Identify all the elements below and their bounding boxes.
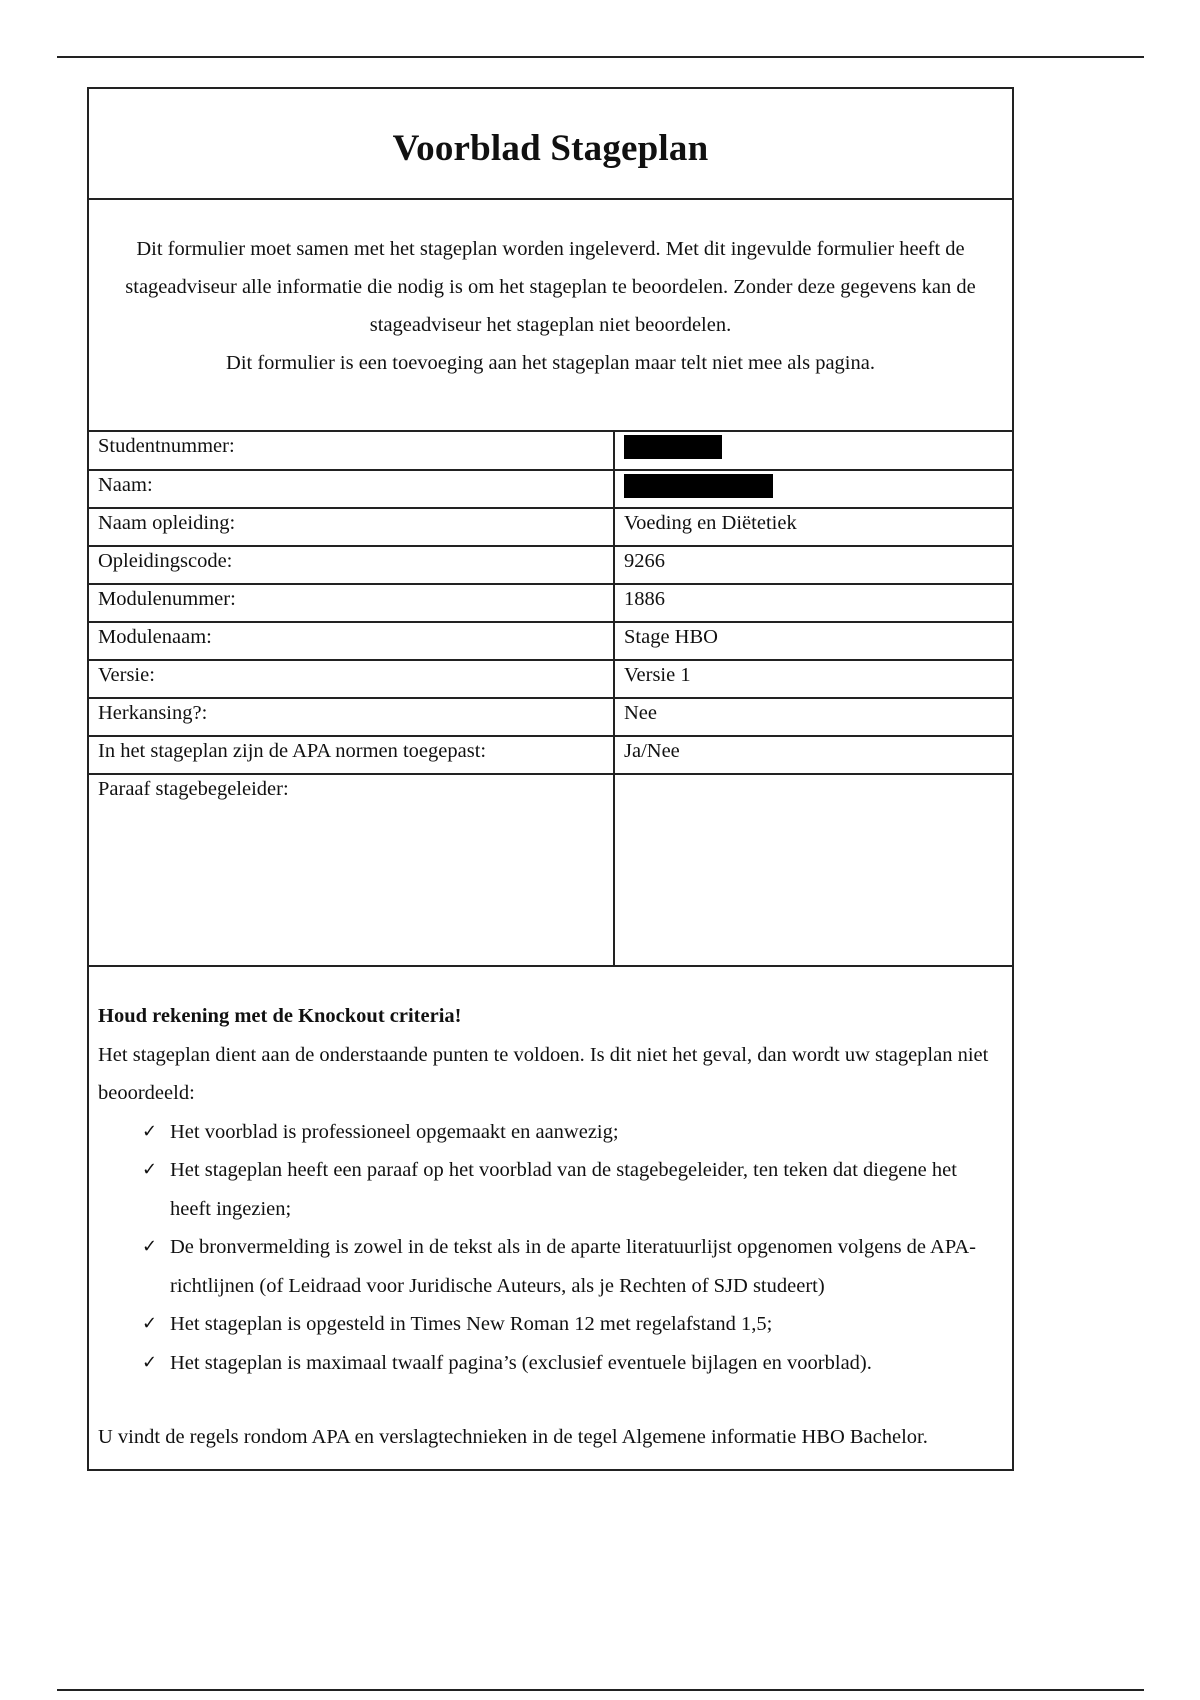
field-value-naam <box>614 470 1012 508</box>
redaction-bar <box>624 474 773 498</box>
intro-text <box>89 200 1012 432</box>
table-row <box>89 432 1012 470</box>
cover-form <box>87 87 1014 1471</box>
field-label-naam-opleiding: Naam opleiding: <box>89 508 614 546</box>
header-rule <box>57 56 1144 58</box>
intro-paragraph-2: Dit formulier is een toevoeging aan het stageplan maar telt niet mee als pagina. <box>226 352 875 374</box>
field-label-herkansing: Herkansing?: <box>89 698 614 736</box>
checkmark-icon: ✓ <box>142 1236 158 1257</box>
field-value-opleidingscode: 9266 <box>614 546 1012 584</box>
table-row <box>89 660 1012 698</box>
field-value-studentnummer <box>614 432 1012 470</box>
field-label-paraaf: Paraaf stagebegeleider: <box>89 774 614 966</box>
field-label-naam: Naam: <box>89 470 614 508</box>
knockout-criteria <box>89 967 1012 1469</box>
page-title: Voorblad Stageplan <box>392 128 709 169</box>
table-row <box>89 736 1012 774</box>
table-row <box>89 470 1012 508</box>
table-row <box>89 774 1012 966</box>
student-info-table <box>89 432 1012 967</box>
field-value-versie: Versie 1 <box>614 660 1012 698</box>
list-item <box>142 1228 1003 1305</box>
field-label-opleidingscode: Opleidingscode: <box>89 546 614 584</box>
field-label-apa-normen: In het stageplan zijn de APA normen toegepast: <box>89 736 614 774</box>
criteria-footer: U vindt de regels rondom APA en verslagtechnieken in de tegel Algemene informatie HBO Bachelor. <box>98 1426 928 1448</box>
table-row <box>89 508 1012 546</box>
intro-paragraph-1: Dit formulier moet samen met het stageplan worden ingeleverd. Met dit ingevulde formulier heeft de stageadviseur alle informatie die nodig is om het stageplan te beoordelen. Zonder deze gegevens kan de stageadviseur het stageplan niet beoordelen. <box>125 238 976 336</box>
field-label-modulenaam: Modulenaam: <box>89 622 614 660</box>
criteria-item-text: Het stageplan is maximaal twaalf pagina’s (exclusief eventuele bijlagen en voorblad). <box>170 1351 872 1374</box>
field-label-studentnummer: Studentnummer: <box>89 432 614 470</box>
list-item <box>142 1344 1003 1383</box>
field-value-paraaf <box>614 774 1012 966</box>
table-row <box>89 546 1012 584</box>
criteria-item-text: Het voorblad is professioneel opgemaakt en aanwezig; <box>170 1120 619 1143</box>
list-item <box>142 1151 1003 1228</box>
table-row <box>89 622 1012 660</box>
table-row <box>89 584 1012 622</box>
field-label-versie: Versie: <box>89 660 614 698</box>
footer-rule <box>57 1689 1144 1691</box>
list-item <box>142 1113 1003 1152</box>
field-value-apa-normen: Ja/Nee <box>614 736 1012 774</box>
field-value-naam-opleiding: Voeding en Diëtetiek <box>614 508 1012 546</box>
criteria-intro: Het stageplan dient aan de onderstaande punten te voldoen. Is dit niet het geval, dan wordt uw stageplan niet beoordeeld: <box>98 1043 989 1104</box>
criteria-item-text: Het stageplan heeft een paraaf op het voorblad van de stagebegeleider, ten teken dat diegene het heeft ingezien; <box>170 1159 957 1220</box>
table-row <box>89 698 1012 736</box>
field-value-herkansing: Nee <box>614 698 1012 736</box>
title-row <box>89 89 1012 200</box>
checkmark-icon: ✓ <box>142 1159 158 1180</box>
field-value-modulenummer: 1886 <box>614 584 1012 622</box>
redaction-bar <box>624 435 722 459</box>
field-label-modulenummer: Modulenummer: <box>89 584 614 622</box>
criteria-item-text: De bronvermelding is zowel in de tekst als in de aparte literatuurlijst opgenomen volgens de APA-richtlijnen (of Leidraad voor Juridische Auteurs, als je Rechten of SJD studeert) <box>170 1236 976 1297</box>
list-item <box>142 1305 1003 1344</box>
criteria-list <box>98 1113 1003 1383</box>
checkmark-icon: ✓ <box>142 1351 158 1373</box>
checkmark-icon: ✓ <box>142 1313 158 1334</box>
field-value-modulenaam: Stage HBO <box>614 622 1012 660</box>
checkmark-icon: ✓ <box>142 1120 158 1142</box>
criteria-heading: Houd rekening met de Knockout criteria! <box>98 1005 462 1027</box>
criteria-item-text: Het stageplan is opgesteld in Times New Roman 12 met regelafstand 1,5; <box>170 1313 773 1335</box>
